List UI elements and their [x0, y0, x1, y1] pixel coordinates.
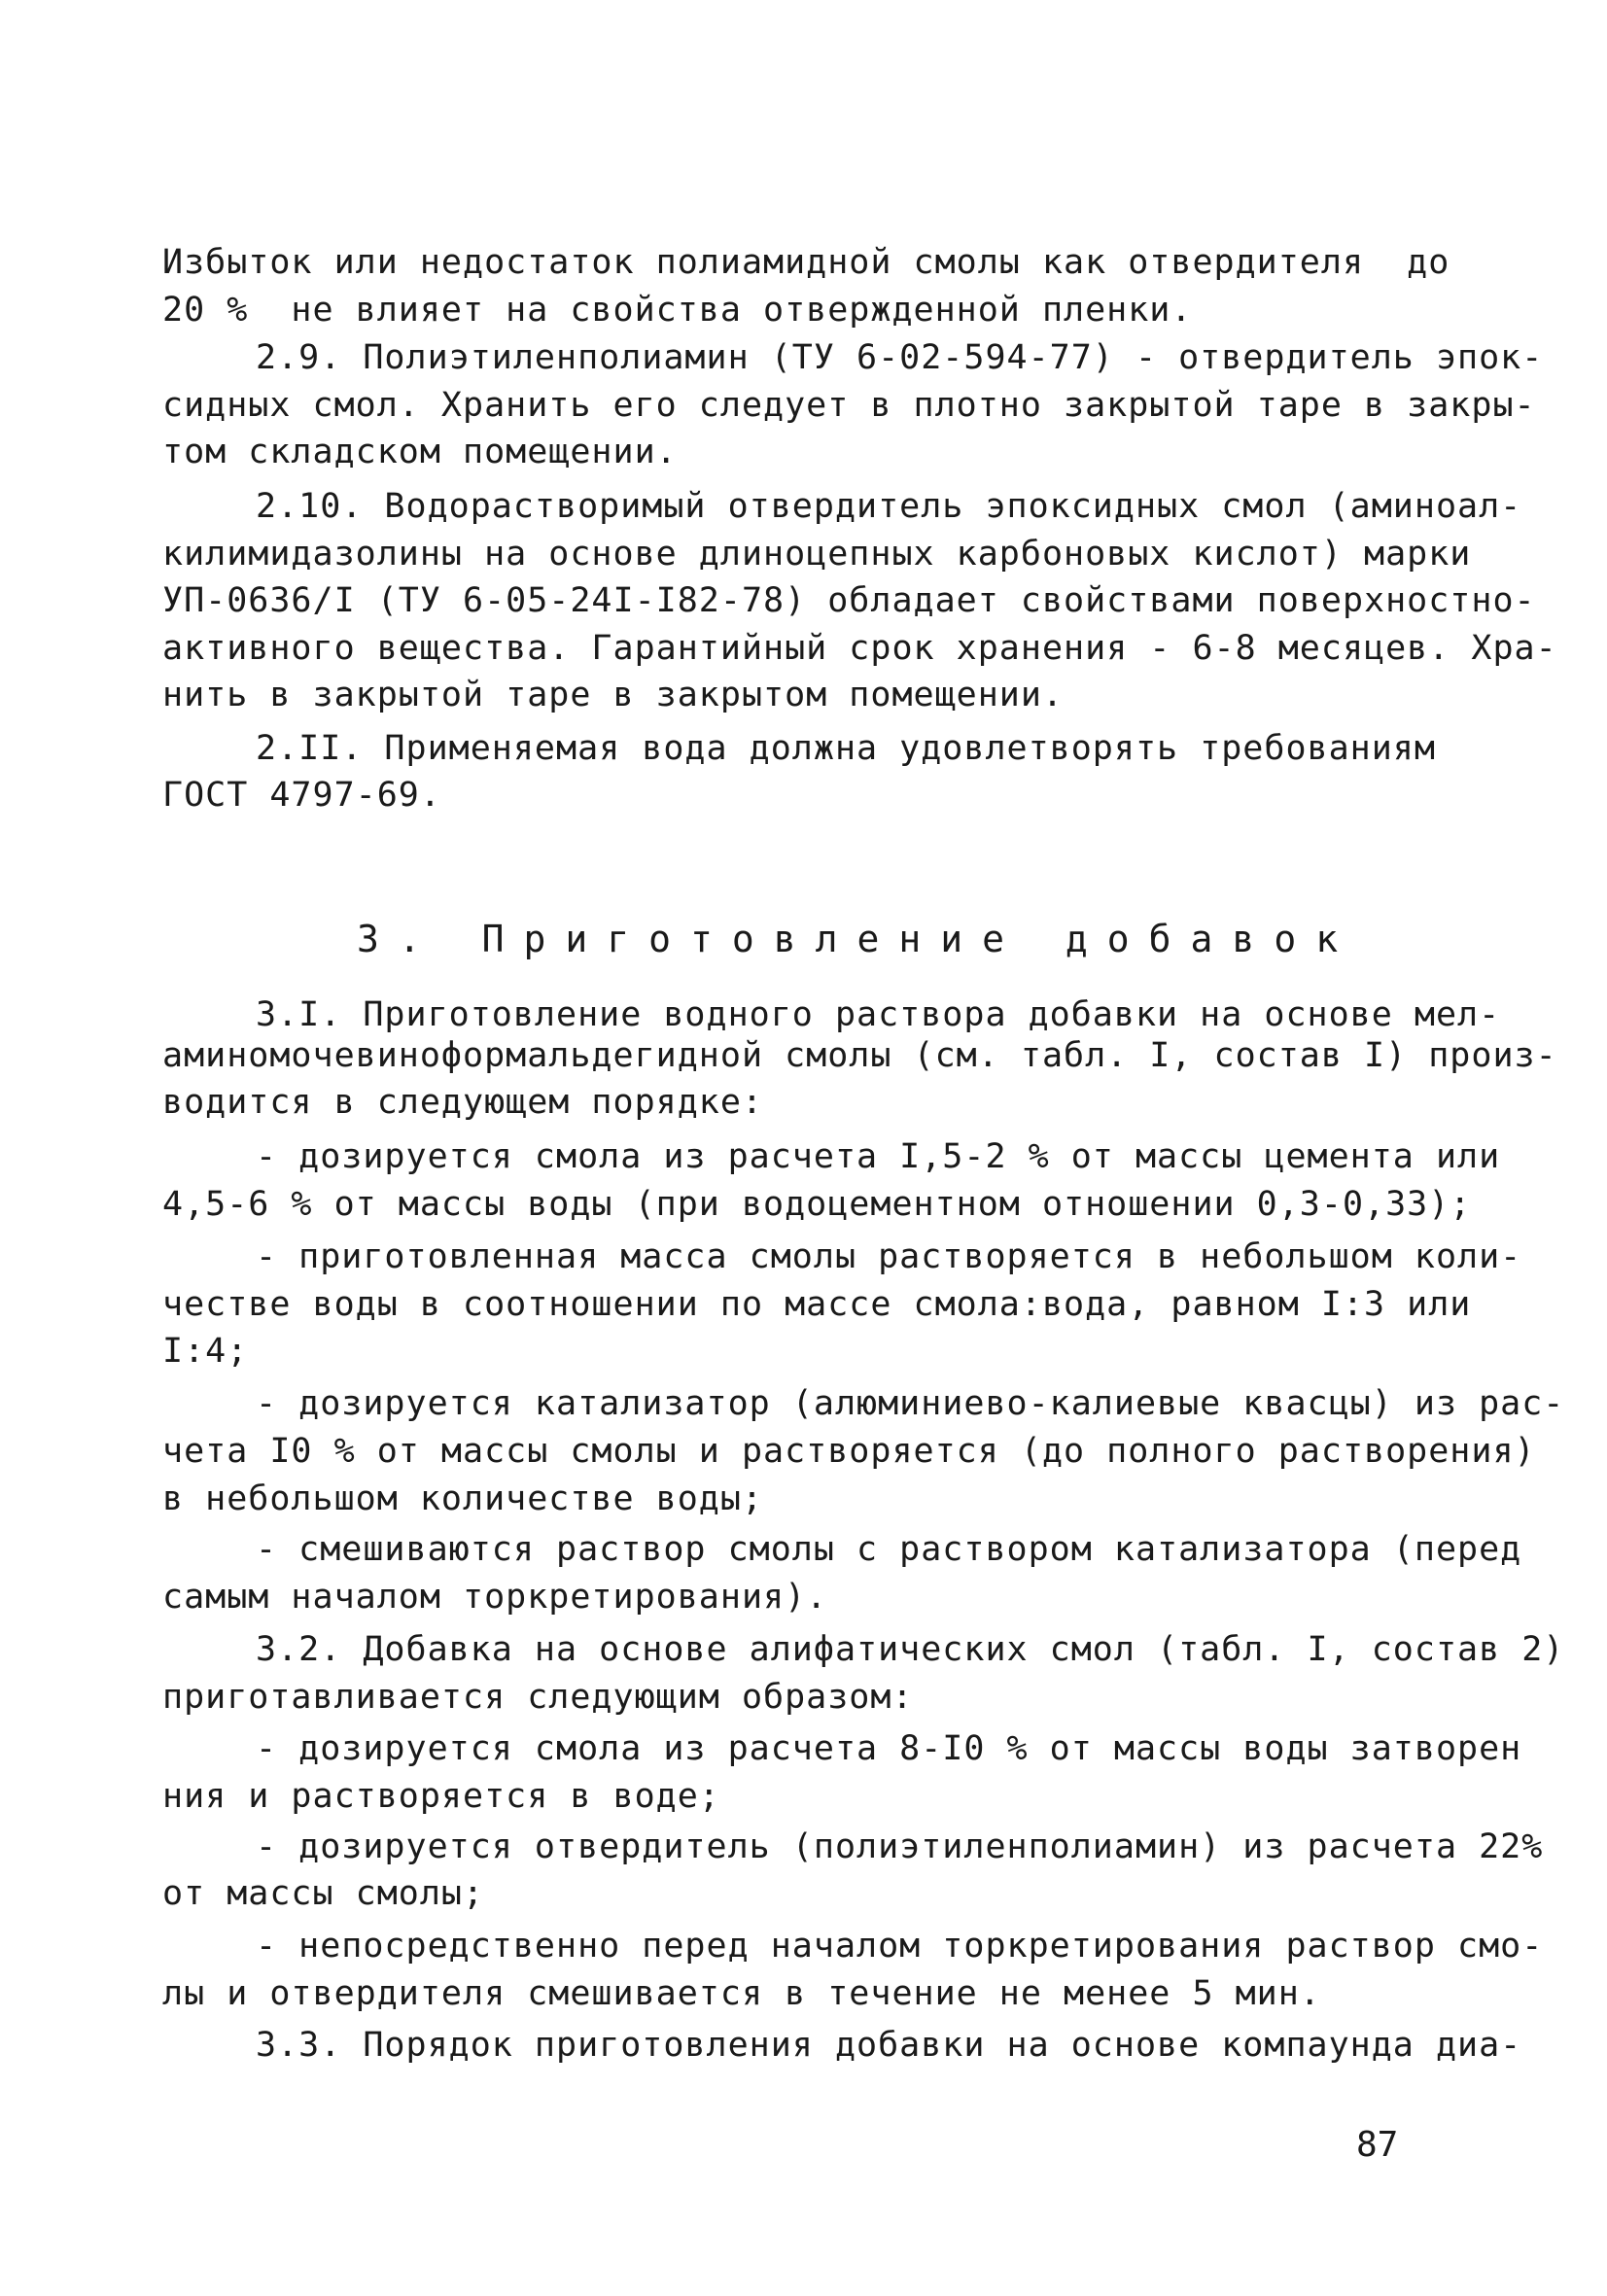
text-line: 3.3. Порядок приготовления добавки на основе компаунда диа-: [256, 2026, 1522, 2065]
text-line: - непосредственно перед началом торкретирования раствор смо-: [256, 1927, 1544, 1966]
page-number: 87: [1356, 2125, 1399, 2165]
text-line: чета I0 % от массы смолы и растворяется (до полного растворения): [162, 1432, 1536, 1471]
text-line: ния и растворяется в воде;: [162, 1777, 720, 1816]
text-line: активного вещества. Гарантийный срок хранения - 6-8 месяцев. Хра-: [162, 629, 1557, 668]
text-line: том складском помещении.: [162, 433, 678, 471]
text-line: лы и отвердителя смешивается в течение не менее 5 мин.: [162, 1974, 1321, 2013]
text-line: Избыток или недостаток полиамидной смолы как отвердителя до: [162, 243, 1450, 282]
text-line: аминомочевиноформальдегидной смолы (см. табл. I, состав I) произ-: [162, 1036, 1557, 1075]
text-line: ГОСТ 4797-69.: [162, 776, 441, 815]
text-line: - дозируется смола из расчета I,5-2 % от массы цемента или: [256, 1137, 1501, 1176]
text-line: килимидазолины на основе длиноцепных карбоновых кислот) марки: [162, 535, 1472, 574]
text-line: в небольшом количестве воды;: [162, 1479, 764, 1518]
text-line: - смешиваются раствор смолы с раствором катализатора (перед: [256, 1530, 1522, 1569]
text-line: самым началом торкретирования).: [162, 1578, 828, 1617]
text-line: - приготовленная масса смолы растворяется в небольшом коли-: [256, 1237, 1522, 1276]
text-line: приготавливается следующим образом:: [162, 1678, 914, 1717]
text-line: 4,5-6 % от массы воды (при водоцементном отношении 0,3-0,33);: [162, 1185, 1472, 1224]
text-line: от массы смолы;: [162, 1874, 485, 1913]
text-line: 2.10. Водорастворимый отвердитель эпоксидных смол (аминоал-: [256, 487, 1522, 526]
text-line: 20 % не влияет на свойства отвержденной пленки.: [162, 291, 1193, 330]
text-line: I:4;: [162, 1332, 249, 1371]
text-line: честве воды в соотношении по массе смола:вода, равном I:3 или: [162, 1285, 1472, 1324]
text-line: УП-0636/I (ТУ 6-05-24I-I82-78) обладает свойствами поверхностно-: [162, 581, 1536, 620]
text-line: нить в закрытой таре в закрытом помещении.: [162, 676, 1065, 714]
text-line: 2.II. Применяемая вода должна удовлетворять требованиям: [256, 729, 1436, 768]
text-line: сидных смол. Хранить его следует в плотно закрытой таре в закры-: [162, 386, 1536, 425]
text-line: водится в следующем порядке:: [162, 1083, 764, 1122]
text-line: 3.I. Приготовление водного раствора добавки на основе мел-: [256, 995, 1501, 1034]
text-line: - дозируется отвердитель (полиэтиленполиамин) из расчета 22%: [256, 1827, 1544, 1866]
text-line: - дозируется смола из расчета 8-I0 % от массы воды затворен: [256, 1729, 1522, 1768]
section-heading: 3. Приготовление добавок: [357, 918, 1358, 960]
text-line: 2.9. Полиэтиленполиамин (ТУ 6-02-594-77) - отвердитель эпок-: [256, 338, 1544, 377]
text-line: - дозируется катализатор (алюминиево-калиевые квасцы) из рас-: [256, 1384, 1565, 1423]
text-line: 3.2. Добавка на основе алифатических смол (табл. I, состав 2): [256, 1630, 1565, 1669]
